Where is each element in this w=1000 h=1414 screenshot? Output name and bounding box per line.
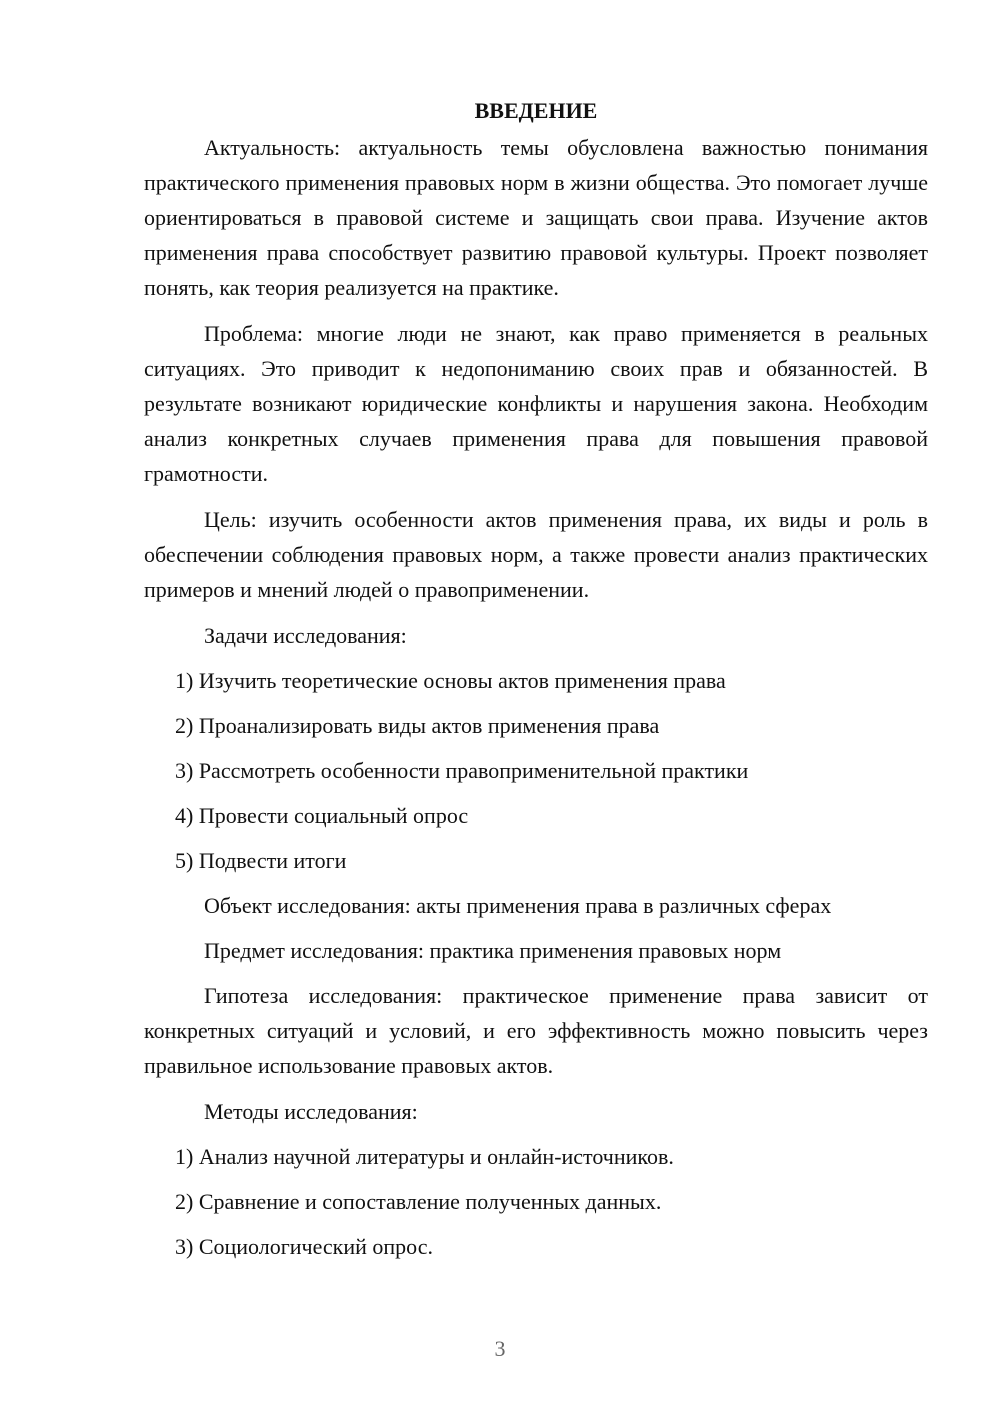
task-item: 4) Провести социальный опрос [175, 803, 469, 828]
task-item: 2) Проанализировать виды актов применения права [175, 713, 660, 738]
page-title: ВВЕДЕНИЕ [474, 98, 598, 123]
task-item: 5) Подвести итоги [175, 848, 347, 873]
task-item: 3) Рассмотреть особенности правоприменительной практики [175, 758, 749, 783]
method-item: 3) Социологический опрос. [175, 1234, 433, 1259]
method-item: 2) Сравнение и сопоставление полученных данных. [175, 1189, 662, 1214]
method-item: 1) Анализ научной литературы и онлайн-источников. [175, 1144, 674, 1169]
object-line: Объект исследования: акты применения права в различных сферах [204, 893, 832, 918]
methods-title: Методы исследования: [204, 1099, 418, 1124]
page-number: 3 [494, 1336, 506, 1361]
tasks-title: Задачи исследования: [204, 623, 407, 648]
goal-paragraph: Цель: изучить особенности актов применения права, их виды и роль в обеспечении соблюдения правовых норм, а также провести анализ практических примеров и мнений людей о правоприменении. [144, 507, 928, 602]
subject-line: Предмет исследования: практика применения правовых норм [204, 938, 782, 963]
hypothesis-paragraph: Гипотеза исследования: практическое применение права зависит от конкретных ситуаций и условий, и его эффективность можно повысить через правильное использование правовых актов. [144, 983, 928, 1078]
document-page [144, 96, 928, 1274]
problem-paragraph: Проблема: многие люди не знают, как право применяется в реальных ситуациях. Это приводит к недопониманию своих прав и обязанностей. В результате возникают юридические конфликты и нарушения закона. Необходим анализ конкретных случаев применения права для повышения правовой грамотности. [144, 321, 928, 486]
task-item: 1) Изучить теоретические основы актов применения права [175, 668, 726, 693]
relevance-paragraph: Актуальность: актуальность темы обусловлена важностью понимания практического применения правовых норм в жизни общества. Это помогает лучше ориентироваться в правовой системе и защищать свои права. Изучение актов применения права способствует развитию правовой культуры. Проект позволяет понять, как теория реализуется на практике. [144, 135, 928, 300]
